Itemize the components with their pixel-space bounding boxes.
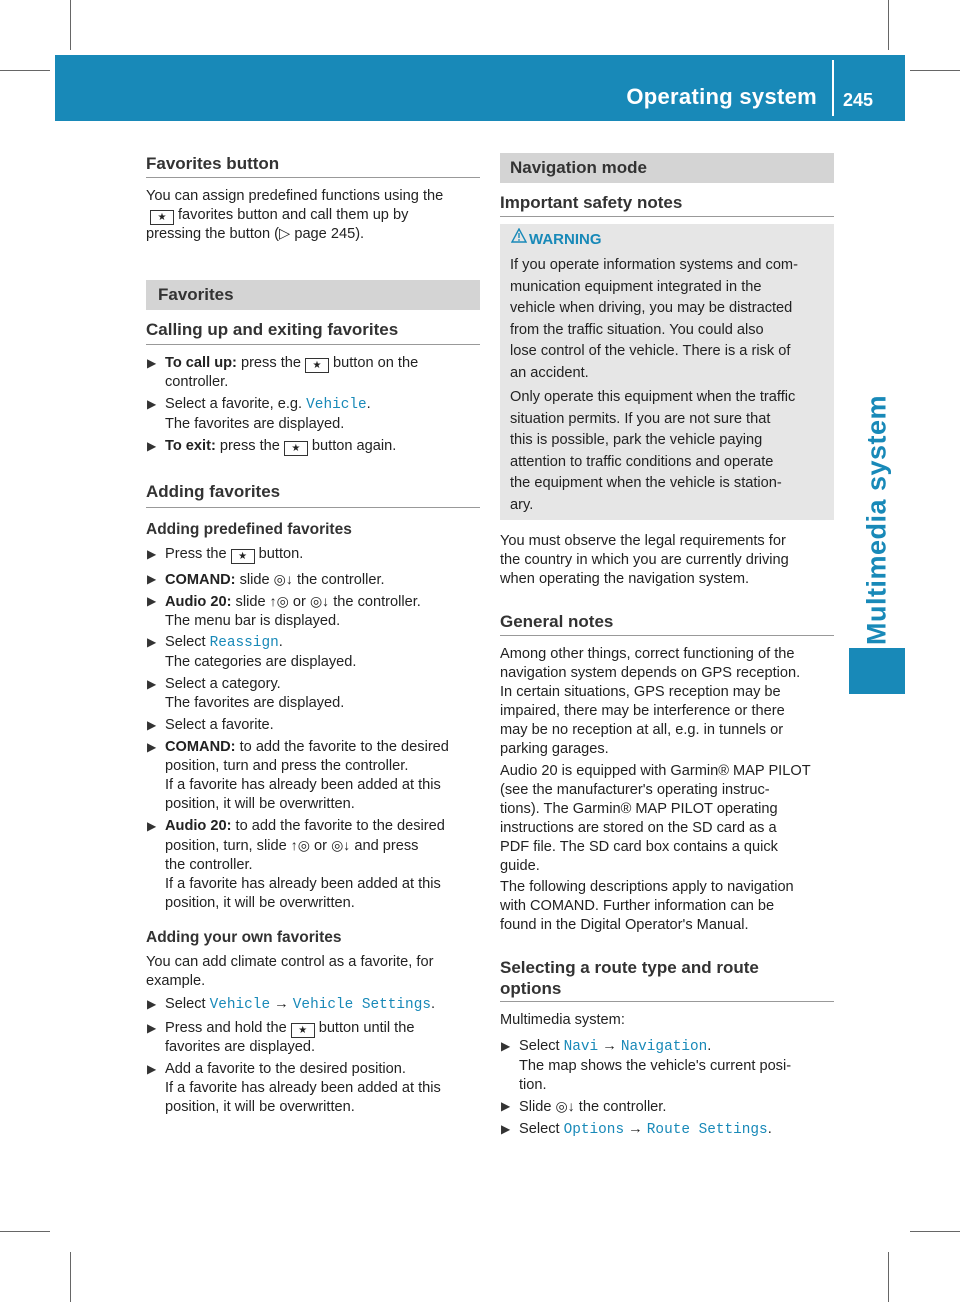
list-item: ▶ Press and hold the ★ button until the favorites are displayed. bbox=[147, 1020, 415, 1055]
own-favorites-text: You can add climate control as a favorite, for example. bbox=[146, 954, 434, 989]
fav-button-text: You can assign predefined functions using the ★ favorites button and call them up by pressing the button (▷ page 245). bbox=[146, 188, 444, 242]
list-item: ▶ Select a category. The favorites are displayed. bbox=[147, 676, 345, 711]
crop-mark bbox=[888, 0, 889, 50]
favorites-key-icon: ★ bbox=[150, 210, 174, 225]
route-options-heading: Selecting a route type and route options bbox=[500, 958, 759, 998]
favorites-key-icon: ★ bbox=[231, 549, 255, 564]
menu-item-vehicle[interactable]: Vehicle bbox=[306, 397, 367, 413]
heading-rule bbox=[146, 177, 480, 178]
warning-text: If you operate information systems and com- munication equipment integrated in the vehicle when driving, you may be distracted from the traffic situation. You could also lose control of the vehicle. There is a risk of an accident. bbox=[510, 257, 798, 381]
list-item: ▶ Add a favorite to the desired position. If a favorite has already been added at this position, it will be overwritten. bbox=[147, 1061, 441, 1115]
list-item: ▶ COMAND: slide ◎↓ the controller. bbox=[147, 571, 385, 588]
heading-rule bbox=[500, 1001, 834, 1002]
step-arrow-icon: ▶ bbox=[147, 635, 157, 649]
header-divider bbox=[832, 60, 834, 116]
step-arrow-icon: ▶ bbox=[147, 1021, 157, 1035]
list-item: ▶ Select Navi → Navigation. The map shows the vehicle's current posi- tion. bbox=[501, 1038, 792, 1093]
general-notes-heading: General notes bbox=[500, 612, 614, 631]
menu-item-reassign[interactable]: Reassign bbox=[209, 635, 279, 651]
navigation-mode-title: Navigation mode bbox=[510, 158, 647, 177]
controller-slide-down-icon: ◎↓ bbox=[331, 837, 351, 853]
list-item: ▶ Select Options → Route Settings. bbox=[501, 1121, 772, 1138]
crop-mark bbox=[910, 1231, 960, 1232]
list-item: ▶ Audio 20: slide ↑◎ or ◎↓ the controller. The menu bar is displayed. bbox=[147, 593, 421, 629]
legal-requirements-text: You must observe the legal requirements for the country in which you are currently driving when operating the navigation system. bbox=[500, 533, 789, 587]
menu-item-route-settings[interactable]: Route Settings bbox=[646, 1122, 768, 1138]
list-item: ▶ Select Vehicle → Vehicle Settings. bbox=[147, 996, 436, 1013]
step-arrow-icon: ▶ bbox=[147, 677, 157, 691]
menu-item-vehicle-settings[interactable]: Vehicle Settings bbox=[292, 997, 431, 1013]
list-item: ▶ Slide ◎↓ the controller. bbox=[501, 1098, 667, 1115]
step-arrow-icon: ▶ bbox=[147, 439, 157, 453]
favorites-key-icon: ★ bbox=[291, 1023, 315, 1038]
step-arrow-icon: ▶ bbox=[147, 547, 157, 561]
multimedia-system-label: Multimedia system: bbox=[500, 1012, 625, 1028]
heading-rule bbox=[500, 635, 834, 636]
favorites-section-title: Favorites bbox=[158, 285, 234, 304]
crop-mark bbox=[888, 1252, 889, 1302]
step-arrow-icon: ▶ bbox=[501, 1122, 511, 1136]
warning-triangle-icon bbox=[511, 228, 527, 243]
step-arrow-icon: ▶ bbox=[147, 397, 157, 411]
own-favorites-subheading: Adding your own favorites bbox=[146, 929, 342, 946]
warning-title: WARNING bbox=[529, 231, 602, 248]
step-arrow-icon: ▶ bbox=[147, 1062, 157, 1076]
predefined-subheading: Adding predefined favorites bbox=[146, 521, 352, 538]
side-tab-marker bbox=[849, 648, 905, 694]
step-arrow-icon: ▶ bbox=[147, 718, 157, 732]
list-item: ▶ To exit: press the ★ button again. bbox=[147, 438, 397, 454]
step-arrow-icon: ▶ bbox=[501, 1039, 511, 1053]
list-item: ▶ Select a favorite, e.g. Vehicle. The favorites are displayed. bbox=[147, 396, 371, 432]
step-arrow-icon: ▶ bbox=[147, 740, 157, 754]
list-item: ▶ Press the ★ button. bbox=[147, 546, 304, 562]
controller-slide-down-icon: ◎↓ bbox=[273, 571, 293, 587]
controller-slide-up-icon: ↑◎ bbox=[269, 593, 289, 609]
step-arrow-icon: ▶ bbox=[147, 819, 157, 833]
favorites-key-icon: ★ bbox=[305, 358, 329, 373]
list-item: ▶ Select a favorite. bbox=[147, 717, 274, 733]
menu-item-vehicle[interactable]: Vehicle bbox=[209, 997, 271, 1013]
list-item: ▶ To call up: press the ★ button on the controller. bbox=[147, 355, 419, 390]
controller-slide-down-icon: ◎↓ bbox=[309, 593, 330, 609]
list-item: ▶ Audio 20: to add the favorite to the desired position, turn, slide ↑◎ or ◎↓ and press the controller. If a favorite has already been added at this position, it will be overwritten. bbox=[147, 818, 445, 911]
menu-item-navi[interactable]: Navi bbox=[563, 1039, 599, 1055]
step-arrow-icon: ▶ bbox=[147, 572, 157, 586]
crop-mark bbox=[70, 0, 71, 50]
navigation-info-text: The following descriptions apply to navigation with COMAND. Further information can be found in the Digital Operator's Manual. bbox=[500, 879, 794, 933]
page-number: 245 bbox=[843, 90, 874, 110]
crop-mark bbox=[0, 1231, 50, 1232]
step-arrow-icon: ▶ bbox=[147, 356, 157, 370]
page-section-title: Operating system bbox=[626, 84, 817, 109]
safety-notes-heading: Important safety notes bbox=[500, 193, 683, 212]
step-arrow-icon: ▶ bbox=[147, 997, 157, 1011]
favorites-key-icon: ★ bbox=[284, 441, 308, 456]
list-item: ▶ Select Reassign. The categories are displayed. bbox=[147, 634, 357, 670]
menu-item-options[interactable]: Options bbox=[563, 1122, 625, 1138]
controller-slide-down-icon: ◎↓ bbox=[555, 1098, 575, 1114]
step-arrow-icon: ▶ bbox=[147, 594, 157, 608]
general-notes-text: Among other things, correct functioning of the navigation system depends on GPS reception. In certain situations, GPS reception may be impaired, there may be interference or there may be no reception at all, e.g. in tunnels or parking garages. bbox=[500, 646, 801, 757]
heading-rule bbox=[146, 344, 480, 345]
crop-mark bbox=[910, 70, 960, 71]
step-arrow-icon: ▶ bbox=[501, 1099, 511, 1113]
heading-rule bbox=[146, 507, 480, 508]
favorites-button-heading: Favorites button bbox=[146, 154, 280, 173]
page-reference-link[interactable]: ▷ page 245). bbox=[279, 226, 365, 242]
warning-text: Only operate this equipment when the traffic situation permits. If you are not sure that this is possible, park the vehicle paying attention to traffic conditions and operate the equipment when the vehicle is station- ary. bbox=[510, 389, 796, 513]
adding-heading: Adding favorites bbox=[146, 482, 281, 501]
audio20-garmin-text: Audio 20 is equipped with Garmin® MAP PILOT (see the manufacturer's operating instruc- tions). The Garmin® MAP PILOT operating instructions are stored on the SD card as a PDF file. The SD card box contains a quick guide. bbox=[500, 763, 811, 874]
crop-mark bbox=[0, 70, 50, 71]
heading-rule bbox=[500, 216, 834, 217]
crop-mark bbox=[70, 1252, 71, 1302]
controller-slide-up-icon: ↑◎ bbox=[290, 837, 310, 853]
side-tab-label: Multimedia system bbox=[861, 394, 892, 646]
list-item: ▶ COMAND: to add the favorite to the desired position, turn and press the controller. If a favorite has already been added at this position, it will be overwritten. bbox=[147, 739, 449, 812]
menu-item-navigation[interactable]: Navigation bbox=[620, 1039, 708, 1055]
calling-heading: Calling up and exiting favorites bbox=[146, 320, 399, 339]
